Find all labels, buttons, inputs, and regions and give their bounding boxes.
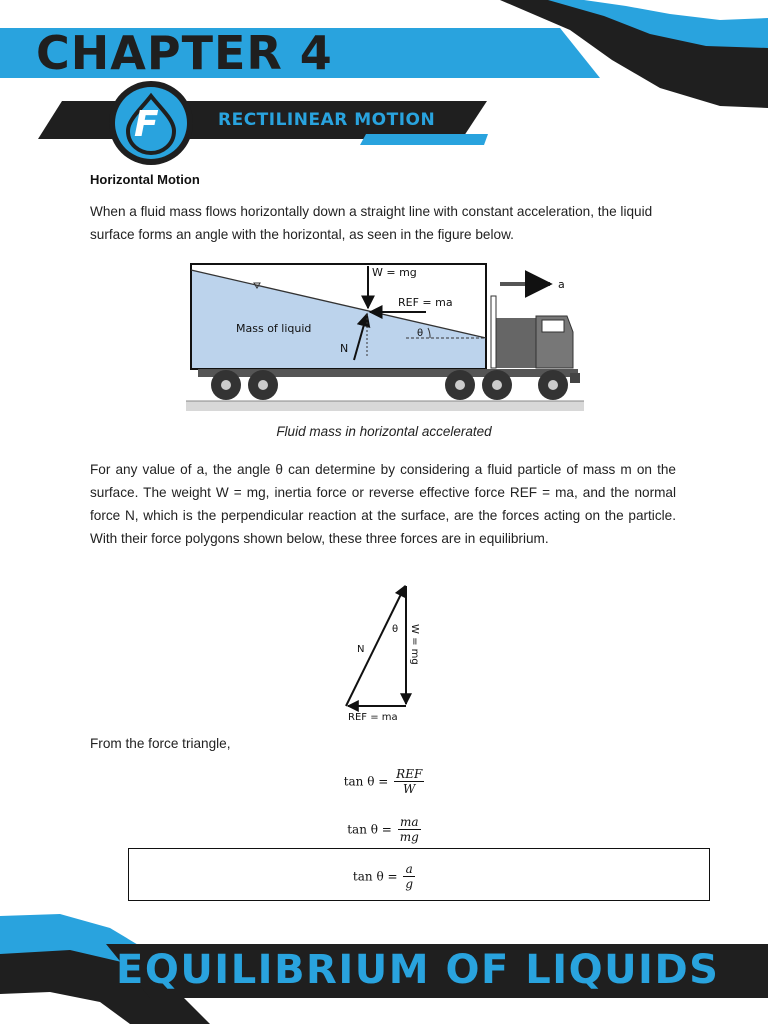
paragraph-intro: When a fluid mass flows horizontally down a straight line with constant acceleration, the liquid surface forms an angle with the horizontal, as seen in the figure below. [90,204,653,242]
ground [186,401,584,411]
equation-numerator: ma [398,815,421,830]
exhaust-pipe [491,296,496,368]
label-weight: W = mg [372,266,417,279]
equation-ma-over-mg [0,815,768,844]
equation-lhs: tan θ = [343,774,389,789]
equation-lhs: tan θ = [352,869,398,884]
cab-window [542,320,564,332]
paragraph-triangle: From the force triangle, [90,736,231,751]
label-liquid: Mass of liquid [236,322,312,335]
section-title: RECTILINEAR MOTION [218,110,436,130]
equation-denominator: mg [399,830,419,844]
equation-numerator: a [403,862,415,877]
logo-letter: F [134,104,159,145]
bumper [570,373,580,383]
footer-title: EQUILIBRIUM OF LIQUIDS [116,947,720,993]
figure-caption: Fluid mass in horizontal accelerated [276,424,492,439]
truck-figure [184,262,586,414]
label-acceleration: a [558,278,565,291]
force-triangle-figure [340,582,430,726]
chapter-title: CHAPTER 4 [36,26,333,80]
triangle-label-normal: N [357,644,365,655]
triangle-label-weight: W = mg [409,624,420,665]
section-banner-accent [360,134,488,145]
label-ref: REF = ma [398,296,453,309]
paragraph-forces: For any value of a, the angle θ can determine by considering a fluid particle of mass m on the surface. The weight W = mg, inertia force or reverse effective force REF = ma, and the normal force N, which is the perpendicular reaction at the surface, are the forces acting on the particle. With their force polygons shown below, these three forces are in equilibrium. [90,462,676,546]
equation-a-over-g [0,862,768,891]
equation-numerator: REF [396,767,423,781]
label-theta: θ [417,328,424,339]
equation-ref-over-w [0,767,768,796]
equation-denominator: g [405,877,414,891]
equation-lhs: tan θ = [347,822,392,837]
triangle-label-ref: REF = ma [348,712,398,723]
equation-denominator: W [403,782,416,796]
label-normal: N [340,342,349,355]
triangle-label-theta: θ [392,624,399,635]
liquid-mass [191,270,486,369]
cab-back [496,318,536,368]
subheading: Horizontal Motion [90,172,200,187]
triangle-normal [346,586,405,706]
